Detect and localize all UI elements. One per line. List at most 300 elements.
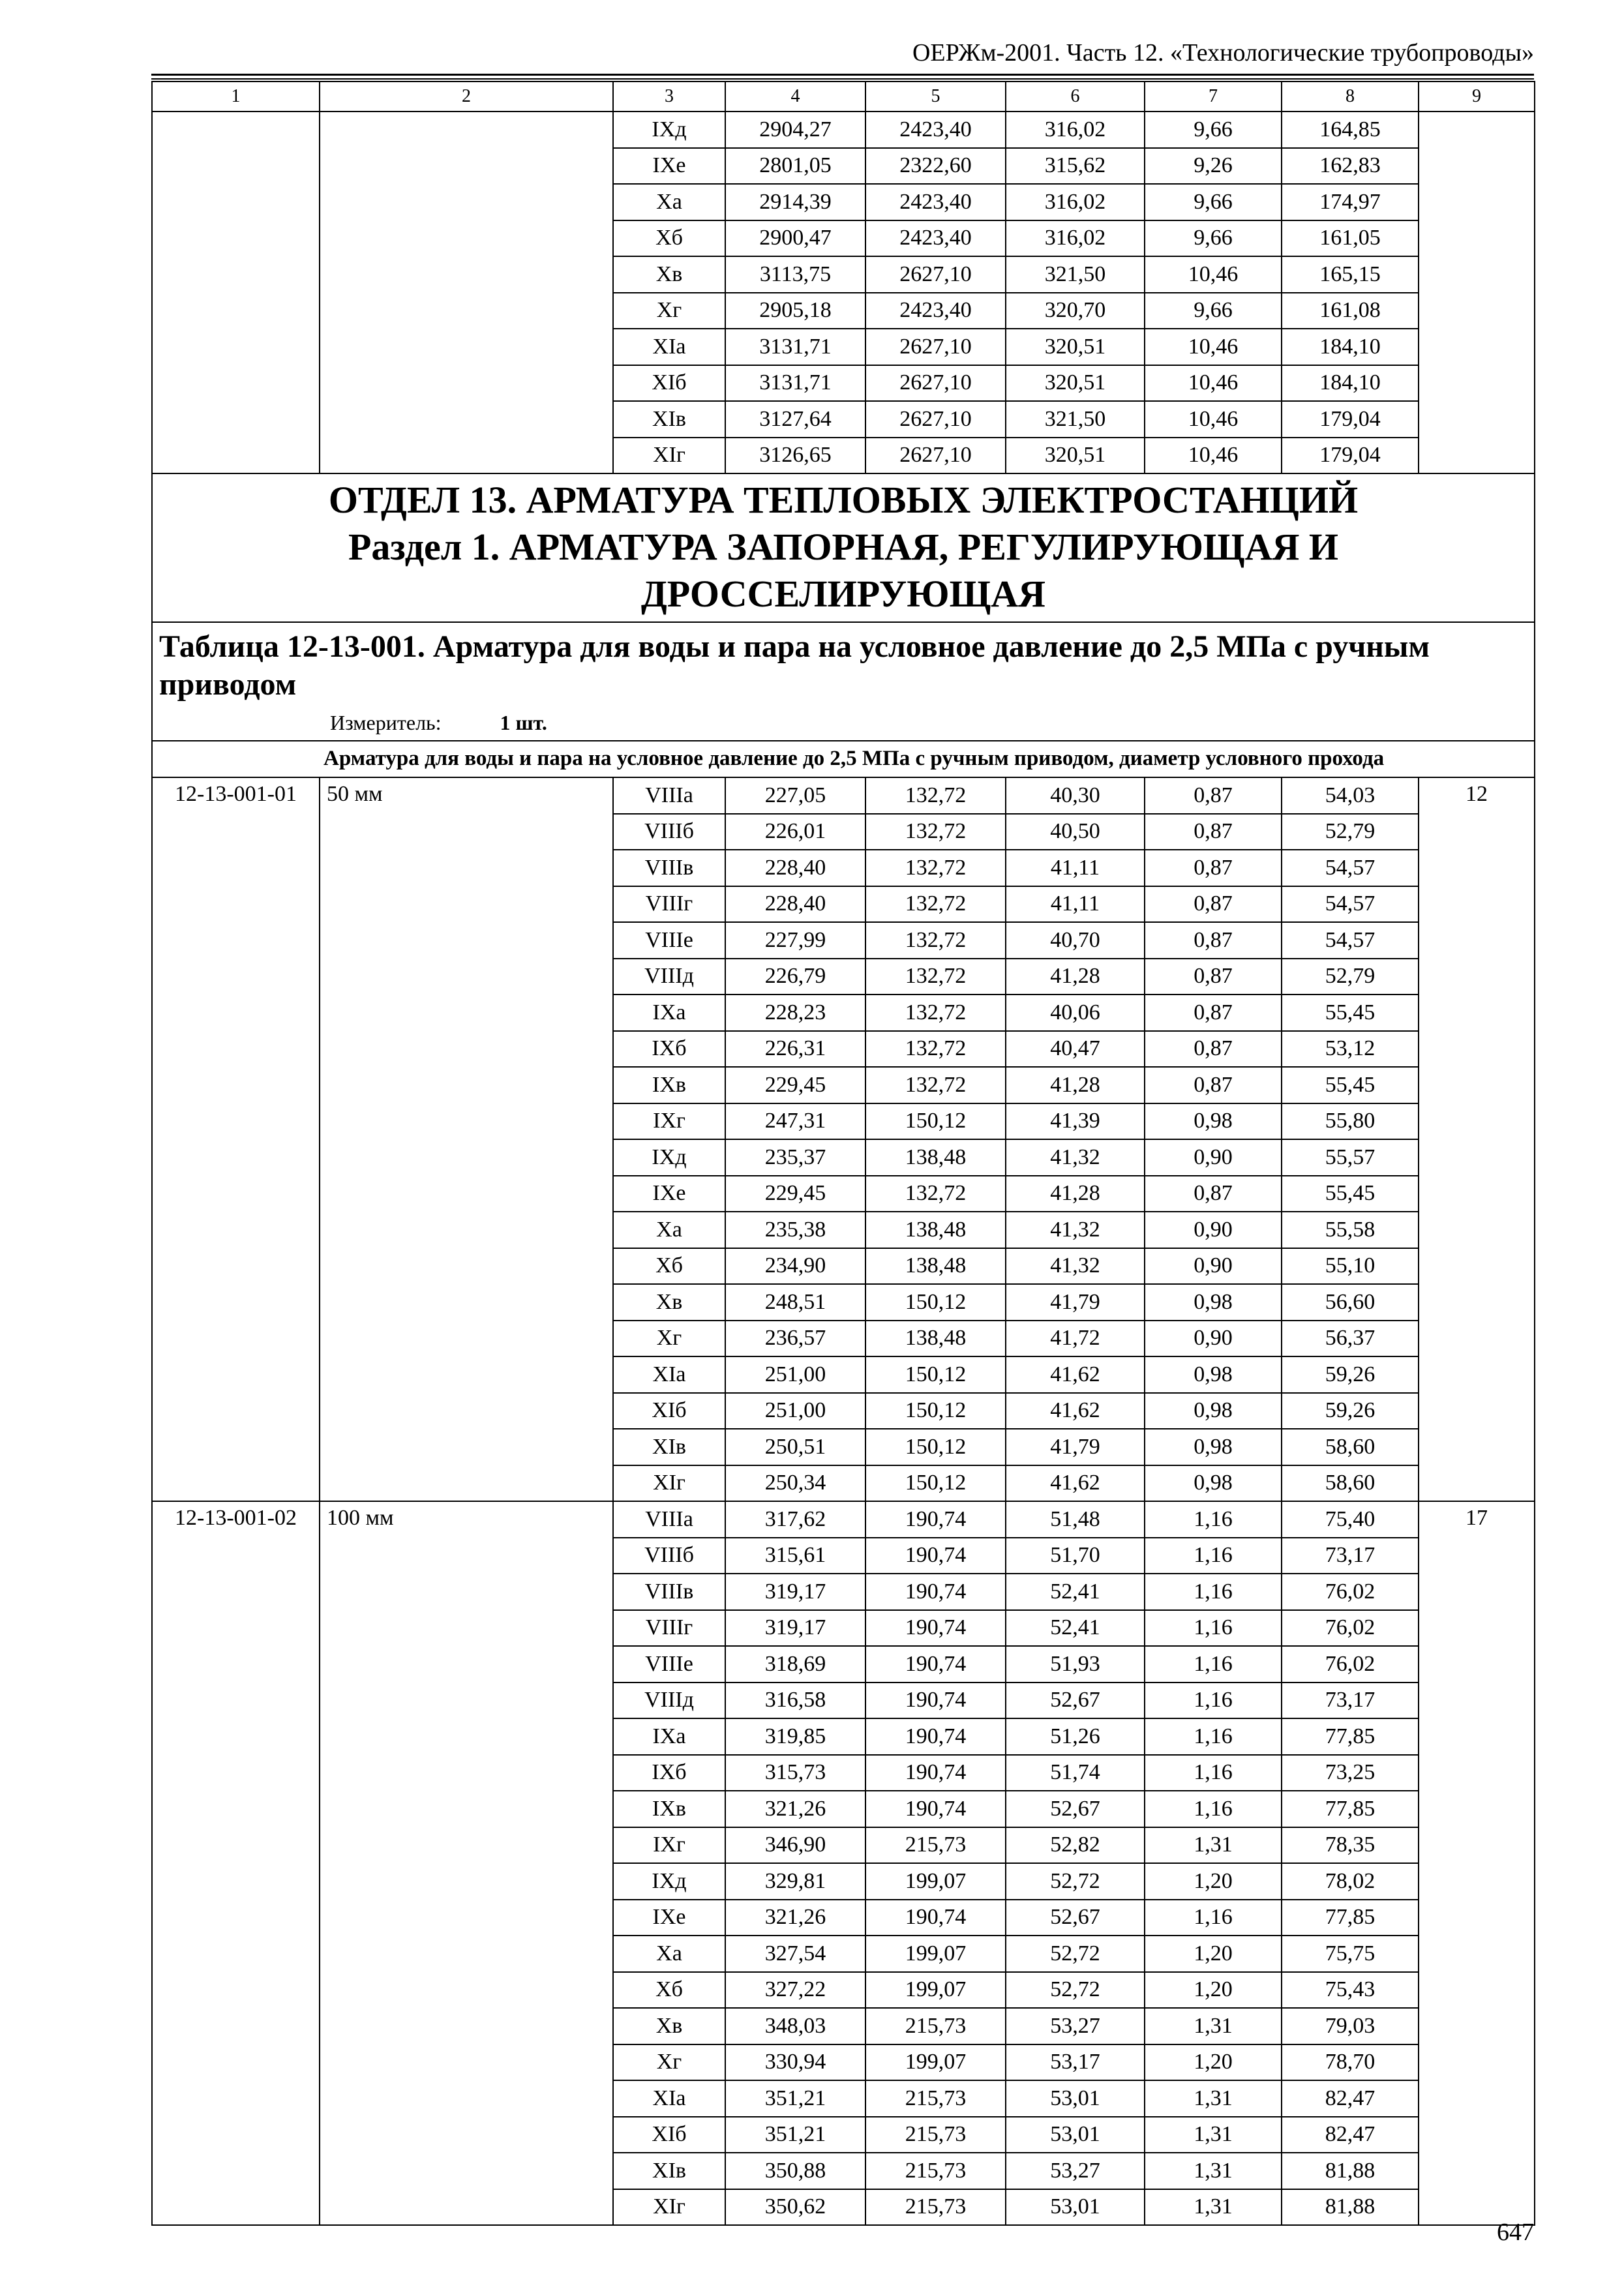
value-cell: 236,57: [725, 1321, 865, 1357]
column-number: 6: [1006, 82, 1145, 112]
value-cell: 79,03: [1282, 2008, 1419, 2044]
value-cell: 190,74: [865, 1646, 1006, 1683]
value-cell: 10,46: [1145, 438, 1282, 474]
zone-cell: XIб: [613, 1393, 725, 1429]
name-cell: 100 мм: [320, 1501, 613, 2225]
table-row: [152, 1501, 1535, 1538]
value-cell: 190,74: [865, 1574, 1006, 1610]
zone-cell: VIIIв: [613, 1574, 725, 1610]
zone-cell: IXв: [613, 1791, 725, 1827]
zone-cell: Xг: [613, 2044, 725, 2081]
value-cell: 179,04: [1282, 438, 1419, 474]
value-cell: 3113,75: [725, 256, 865, 293]
value-cell: 315,61: [725, 1538, 865, 1574]
value-cell: 53,17: [1006, 2044, 1145, 2081]
value-cell: 132,72: [865, 850, 1006, 886]
header-rule-thin: [151, 78, 1534, 80]
value-cell: 351,21: [725, 2080, 865, 2117]
value-cell: 315,62: [1006, 148, 1145, 185]
zone-cell: IXг: [613, 1103, 725, 1140]
column-number: 4: [725, 82, 865, 112]
value-cell: 1,16: [1145, 1538, 1282, 1574]
value-cell: 199,07: [865, 1936, 1006, 1972]
name-cell: 50 мм: [320, 777, 613, 1501]
value-cell: 9,66: [1145, 184, 1282, 220]
value-cell: 1,16: [1145, 1791, 1282, 1827]
value-cell: 55,10: [1282, 1248, 1419, 1285]
zone-cell: VIIIв: [613, 850, 725, 886]
value-cell: 1,31: [1145, 2080, 1282, 2117]
zone-cell: Xг: [613, 293, 725, 329]
value-cell: 51,93: [1006, 1646, 1145, 1683]
value-cell: 9,66: [1145, 220, 1282, 257]
value-cell: 51,26: [1006, 1718, 1145, 1755]
value-cell: 190,74: [865, 1900, 1006, 1936]
zone-cell: IXд: [613, 112, 725, 148]
value-cell: 41,62: [1006, 1465, 1145, 1502]
value-cell: 55,45: [1282, 1176, 1419, 1212]
name-cell: [320, 112, 613, 473]
value-cell: 1,31: [1145, 2117, 1282, 2153]
zone-cell: XIб: [613, 2117, 725, 2153]
zone-cell: VIIIг: [613, 1610, 725, 1647]
value-cell: 41,72: [1006, 1321, 1145, 1357]
value-cell: 2322,60: [865, 148, 1006, 185]
value-cell: 0,87: [1145, 886, 1282, 923]
value-cell: 81,88: [1282, 2189, 1419, 2226]
value-cell: 229,45: [725, 1067, 865, 1103]
value-cell: 76,02: [1282, 1574, 1419, 1610]
value-cell: 41,11: [1006, 850, 1145, 886]
value-cell: 190,74: [865, 1538, 1006, 1574]
zone-cell: Xв: [613, 2008, 725, 2044]
column-number: 5: [865, 82, 1006, 112]
value-cell: 138,48: [865, 1321, 1006, 1357]
value-cell: 54,57: [1282, 850, 1419, 886]
running-header: ОЕРЖм-2001. Часть 12. «Технологические трубопроводы»: [912, 39, 1534, 67]
value-cell: 199,07: [865, 1863, 1006, 1900]
value-cell: 199,07: [865, 1972, 1006, 2009]
value-cell: 132,72: [865, 777, 1006, 814]
value-cell: 41,11: [1006, 886, 1145, 923]
value-cell: 228,40: [725, 850, 865, 886]
value-cell: 2423,40: [865, 293, 1006, 329]
value-cell: 138,48: [865, 1248, 1006, 1285]
zone-cell: IXб: [613, 1755, 725, 1791]
value-cell: 0,90: [1145, 1212, 1282, 1248]
qty-cell: 12: [1419, 777, 1535, 1501]
column-number-row: [152, 82, 1535, 112]
value-cell: 321,50: [1006, 256, 1145, 293]
value-cell: 73,17: [1282, 1683, 1419, 1719]
value-cell: 138,48: [865, 1212, 1006, 1248]
value-cell: 1,16: [1145, 1501, 1282, 1538]
value-cell: 320,51: [1006, 365, 1145, 402]
zone-cell: IXв: [613, 1067, 725, 1103]
zone-cell: VIIIб: [613, 814, 725, 850]
value-cell: 58,60: [1282, 1465, 1419, 1502]
value-cell: 235,37: [725, 1139, 865, 1176]
value-cell: 73,17: [1282, 1538, 1419, 1574]
zone-cell: XIв: [613, 1429, 725, 1465]
value-cell: 53,12: [1282, 1031, 1419, 1068]
value-cell: 2801,05: [725, 148, 865, 185]
value-cell: 40,50: [1006, 814, 1145, 850]
zone-cell: IXе: [613, 1176, 725, 1212]
value-cell: 1,20: [1145, 2044, 1282, 2081]
zone-cell: XIв: [613, 401, 725, 438]
value-cell: 0,98: [1145, 1393, 1282, 1429]
zone-cell: IXа: [613, 995, 725, 1031]
value-cell: 78,02: [1282, 1863, 1419, 1900]
value-cell: 315,73: [725, 1755, 865, 1791]
value-cell: 184,10: [1282, 329, 1419, 365]
value-cell: 1,16: [1145, 1755, 1282, 1791]
value-cell: 73,25: [1282, 1755, 1419, 1791]
value-cell: 10,46: [1145, 256, 1282, 293]
value-cell: 78,70: [1282, 2044, 1419, 2081]
value-cell: 41,39: [1006, 1103, 1145, 1140]
value-cell: 59,26: [1282, 1356, 1419, 1393]
value-cell: 0,87: [1145, 1031, 1282, 1068]
value-cell: 2423,40: [865, 112, 1006, 148]
value-cell: 2900,47: [725, 220, 865, 257]
zone-cell: VIIIд: [613, 1683, 725, 1719]
value-cell: 53,01: [1006, 2189, 1145, 2226]
value-cell: 3131,71: [725, 365, 865, 402]
value-cell: 56,60: [1282, 1284, 1419, 1321]
value-cell: 132,72: [865, 995, 1006, 1031]
value-cell: 52,72: [1006, 1863, 1145, 1900]
value-cell: 1,16: [1145, 1718, 1282, 1755]
value-cell: 2423,40: [865, 220, 1006, 257]
value-cell: 320,70: [1006, 293, 1145, 329]
value-cell: 2904,27: [725, 112, 865, 148]
value-cell: 40,47: [1006, 1031, 1145, 1068]
value-cell: 82,47: [1282, 2117, 1419, 2153]
value-cell: 318,69: [725, 1646, 865, 1683]
value-cell: 2627,10: [865, 329, 1006, 365]
value-cell: 215,73: [865, 2189, 1006, 2226]
value-cell: 319,17: [725, 1610, 865, 1647]
value-cell: 76,02: [1282, 1646, 1419, 1683]
value-cell: 190,74: [865, 1718, 1006, 1755]
value-cell: 316,02: [1006, 184, 1145, 220]
value-cell: 55,57: [1282, 1139, 1419, 1176]
value-cell: 251,00: [725, 1356, 865, 1393]
value-cell: 150,12: [865, 1429, 1006, 1465]
value-cell: 52,82: [1006, 1827, 1145, 1864]
value-cell: 2627,10: [865, 401, 1006, 438]
value-cell: 76,02: [1282, 1610, 1419, 1647]
value-cell: 55,45: [1282, 1067, 1419, 1103]
value-cell: 330,94: [725, 2044, 865, 2081]
table-title-cell: [152, 622, 1535, 741]
value-cell: 10,46: [1145, 401, 1282, 438]
value-cell: 54,57: [1282, 922, 1419, 959]
value-cell: 0,87: [1145, 777, 1282, 814]
page-number: 647: [1497, 2219, 1534, 2246]
zone-cell: Xа: [613, 184, 725, 220]
zone-cell: VIIIг: [613, 886, 725, 923]
value-cell: 41,28: [1006, 1176, 1145, 1212]
value-cell: 228,40: [725, 886, 865, 923]
value-cell: 40,30: [1006, 777, 1145, 814]
value-cell: 0,98: [1145, 1356, 1282, 1393]
value-cell: 1,20: [1145, 1972, 1282, 2009]
value-cell: 351,21: [725, 2117, 865, 2153]
unit-value: 1 шт.: [500, 711, 547, 734]
value-cell: 150,12: [865, 1356, 1006, 1393]
value-cell: 138,48: [865, 1139, 1006, 1176]
value-cell: 215,73: [865, 2008, 1006, 2044]
value-cell: 3127,64: [725, 401, 865, 438]
table-title-row: [152, 622, 1535, 741]
zone-cell: Xг: [613, 1321, 725, 1357]
zone-cell: IXд: [613, 1139, 725, 1176]
value-cell: 190,74: [865, 1791, 1006, 1827]
value-cell: 1,31: [1145, 2153, 1282, 2189]
value-cell: 247,31: [725, 1103, 865, 1140]
value-cell: 75,43: [1282, 1972, 1419, 2009]
value-cell: 190,74: [865, 1683, 1006, 1719]
value-cell: 184,10: [1282, 365, 1419, 402]
value-cell: 56,37: [1282, 1321, 1419, 1357]
value-cell: 174,97: [1282, 184, 1419, 220]
value-cell: 1,20: [1145, 1936, 1282, 1972]
zone-cell: IXб: [613, 1031, 725, 1068]
value-cell: 1,20: [1145, 1863, 1282, 1900]
column-number: 7: [1145, 82, 1282, 112]
value-cell: 132,72: [865, 1176, 1006, 1212]
value-cell: 215,73: [865, 2153, 1006, 2189]
value-cell: 161,08: [1282, 293, 1419, 329]
value-cell: 229,45: [725, 1176, 865, 1212]
value-cell: 52,67: [1006, 1683, 1145, 1719]
value-cell: 9,26: [1145, 148, 1282, 185]
value-cell: 51,74: [1006, 1755, 1145, 1791]
value-cell: 234,90: [725, 1248, 865, 1285]
value-cell: 10,46: [1145, 365, 1282, 402]
value-cell: 0,87: [1145, 814, 1282, 850]
value-cell: 81,88: [1282, 2153, 1419, 2189]
value-cell: 321,50: [1006, 401, 1145, 438]
zone-cell: VIIIд: [613, 959, 725, 995]
value-cell: 150,12: [865, 1393, 1006, 1429]
value-cell: 2423,40: [865, 184, 1006, 220]
zone-cell: VIIIб: [613, 1538, 725, 1574]
value-cell: 316,58: [725, 1683, 865, 1719]
value-cell: 132,72: [865, 814, 1006, 850]
value-cell: 1,16: [1145, 1900, 1282, 1936]
value-cell: 150,12: [865, 1465, 1006, 1502]
zone-cell: Xв: [613, 1284, 725, 1321]
value-cell: 251,00: [725, 1393, 865, 1429]
value-cell: 55,80: [1282, 1103, 1419, 1140]
value-cell: 52,67: [1006, 1900, 1145, 1936]
value-cell: 321,26: [725, 1900, 865, 1936]
zone-cell: VIIIа: [613, 1501, 725, 1538]
value-cell: 53,01: [1006, 2080, 1145, 2117]
value-cell: 320,51: [1006, 329, 1145, 365]
value-cell: 2627,10: [865, 438, 1006, 474]
value-cell: 228,23: [725, 995, 865, 1031]
value-cell: 165,15: [1282, 256, 1419, 293]
section-heading-row: [152, 473, 1535, 622]
value-cell: 227,05: [725, 777, 865, 814]
value-cell: 226,01: [725, 814, 865, 850]
value-cell: 55,45: [1282, 995, 1419, 1031]
table-subtitle: Арматура для воды и пара на условное давление до 2,5 МПа с ручным приводом, диаметр условного прохода: [323, 747, 1385, 770]
value-cell: 52,72: [1006, 1936, 1145, 1972]
value-cell: 0,87: [1145, 1176, 1282, 1212]
value-cell: 227,99: [725, 922, 865, 959]
value-cell: 41,62: [1006, 1393, 1145, 1429]
value-cell: 3131,71: [725, 329, 865, 365]
value-cell: 132,72: [865, 959, 1006, 995]
value-cell: 317,62: [725, 1501, 865, 1538]
zone-cell: XIг: [613, 1465, 725, 1502]
value-cell: 40,70: [1006, 922, 1145, 959]
value-cell: 1,31: [1145, 2189, 1282, 2226]
value-cell: 41,32: [1006, 1212, 1145, 1248]
value-cell: 215,73: [865, 2080, 1006, 2117]
zone-cell: XIг: [613, 2189, 725, 2226]
zone-cell: VIIIа: [613, 777, 725, 814]
value-cell: 2905,18: [725, 293, 865, 329]
column-number: 8: [1282, 82, 1419, 112]
value-cell: 9,66: [1145, 112, 1282, 148]
value-cell: 164,85: [1282, 112, 1419, 148]
zone-cell: VIIIе: [613, 1646, 725, 1683]
column-number: 1: [152, 82, 320, 112]
column-number: 2: [320, 82, 613, 112]
value-cell: 350,88: [725, 2153, 865, 2189]
value-cell: 329,81: [725, 1863, 865, 1900]
table-subtitle-row: [152, 741, 1535, 777]
value-cell: 2627,10: [865, 365, 1006, 402]
zone-cell: XIв: [613, 2153, 725, 2189]
value-cell: 0,87: [1145, 922, 1282, 959]
value-cell: 51,70: [1006, 1538, 1145, 1574]
table-row: [152, 112, 1535, 148]
value-cell: 41,62: [1006, 1356, 1145, 1393]
value-cell: 52,41: [1006, 1610, 1145, 1647]
value-cell: 132,72: [865, 922, 1006, 959]
value-cell: 2627,10: [865, 256, 1006, 293]
value-cell: 51,48: [1006, 1501, 1145, 1538]
value-cell: 132,72: [865, 1067, 1006, 1103]
zone-cell: IXе: [613, 148, 725, 185]
table-row: [152, 777, 1535, 814]
value-cell: 58,60: [1282, 1429, 1419, 1465]
value-cell: 55,58: [1282, 1212, 1419, 1248]
table-subtitle-cell: [152, 741, 1535, 777]
zone-cell: Xа: [613, 1212, 725, 1248]
value-cell: 10,46: [1145, 329, 1282, 365]
value-cell: 52,41: [1006, 1574, 1145, 1610]
value-cell: 41,28: [1006, 1067, 1145, 1103]
value-cell: 1,16: [1145, 1610, 1282, 1647]
zone-cell: Xб: [613, 220, 725, 257]
value-cell: 250,34: [725, 1465, 865, 1502]
value-cell: 215,73: [865, 1827, 1006, 1864]
value-cell: 179,04: [1282, 401, 1419, 438]
rates-table-body: [152, 82, 1535, 2225]
unit-line: [159, 706, 1527, 739]
value-cell: 226,79: [725, 959, 865, 995]
value-cell: 59,26: [1282, 1393, 1419, 1429]
value-cell: 0,98: [1145, 1284, 1282, 1321]
value-cell: 1,16: [1145, 1683, 1282, 1719]
value-cell: 52,79: [1282, 959, 1419, 995]
value-cell: 0,87: [1145, 995, 1282, 1031]
value-cell: 150,12: [865, 1284, 1006, 1321]
code-cell: 12-13-001-02: [152, 1501, 320, 2225]
header-rule: [151, 74, 1534, 76]
value-cell: 320,51: [1006, 438, 1145, 474]
value-cell: 0,98: [1145, 1429, 1282, 1465]
zone-cell: Xа: [613, 1936, 725, 1972]
value-cell: 77,85: [1282, 1900, 1419, 1936]
value-cell: 319,85: [725, 1718, 865, 1755]
value-cell: 41,32: [1006, 1139, 1145, 1176]
value-cell: 0,98: [1145, 1465, 1282, 1502]
value-cell: 190,74: [865, 1501, 1006, 1538]
value-cell: 327,22: [725, 1972, 865, 2009]
value-cell: 215,73: [865, 2117, 1006, 2153]
value-cell: 0,90: [1145, 1321, 1282, 1357]
value-cell: 41,32: [1006, 1248, 1145, 1285]
zone-cell: Xб: [613, 1248, 725, 1285]
zone-cell: XIа: [613, 1356, 725, 1393]
value-cell: 162,83: [1282, 148, 1419, 185]
zone-cell: XIа: [613, 329, 725, 365]
table-title: Таблица 12-13-001. Арматура для воды и пара на условное давление до 2,5 МПа с ручным приводом: [159, 629, 1430, 702]
value-cell: 41,79: [1006, 1429, 1145, 1465]
value-cell: 52,72: [1006, 1972, 1145, 2009]
value-cell: 9,66: [1145, 293, 1282, 329]
value-cell: 2914,39: [725, 184, 865, 220]
value-cell: 235,38: [725, 1212, 865, 1248]
value-cell: 52,79: [1282, 814, 1419, 850]
value-cell: 0,87: [1145, 850, 1282, 886]
value-cell: 132,72: [865, 1031, 1006, 1068]
value-cell: 226,31: [725, 1031, 865, 1068]
zone-cell: VIIIе: [613, 922, 725, 959]
value-cell: 0,90: [1145, 1139, 1282, 1176]
value-cell: 321,26: [725, 1791, 865, 1827]
value-cell: 52,67: [1006, 1791, 1145, 1827]
value-cell: 1,31: [1145, 2008, 1282, 2044]
section-subtitle: Раздел 1. АРМАТУРА ЗАПОРНАЯ, РЕГУЛИРУЮЩАЯ И ДРОССЕЛИРУЮЩАЯ: [348, 526, 1338, 615]
value-cell: 41,79: [1006, 1284, 1145, 1321]
value-cell: 82,47: [1282, 2080, 1419, 2117]
zone-cell: IXа: [613, 1718, 725, 1755]
value-cell: 348,03: [725, 2008, 865, 2044]
value-cell: 1,16: [1145, 1646, 1282, 1683]
value-cell: 319,17: [725, 1574, 865, 1610]
value-cell: 0,98: [1145, 1103, 1282, 1140]
zone-cell: Xб: [613, 1972, 725, 2009]
zone-cell: IXд: [613, 1863, 725, 1900]
code-cell: 12-13-001-01: [152, 777, 320, 1501]
zone-cell: IXг: [613, 1827, 725, 1864]
value-cell: 316,02: [1006, 112, 1145, 148]
value-cell: 150,12: [865, 1103, 1006, 1140]
value-cell: 77,85: [1282, 1791, 1419, 1827]
zone-cell: XIб: [613, 365, 725, 402]
